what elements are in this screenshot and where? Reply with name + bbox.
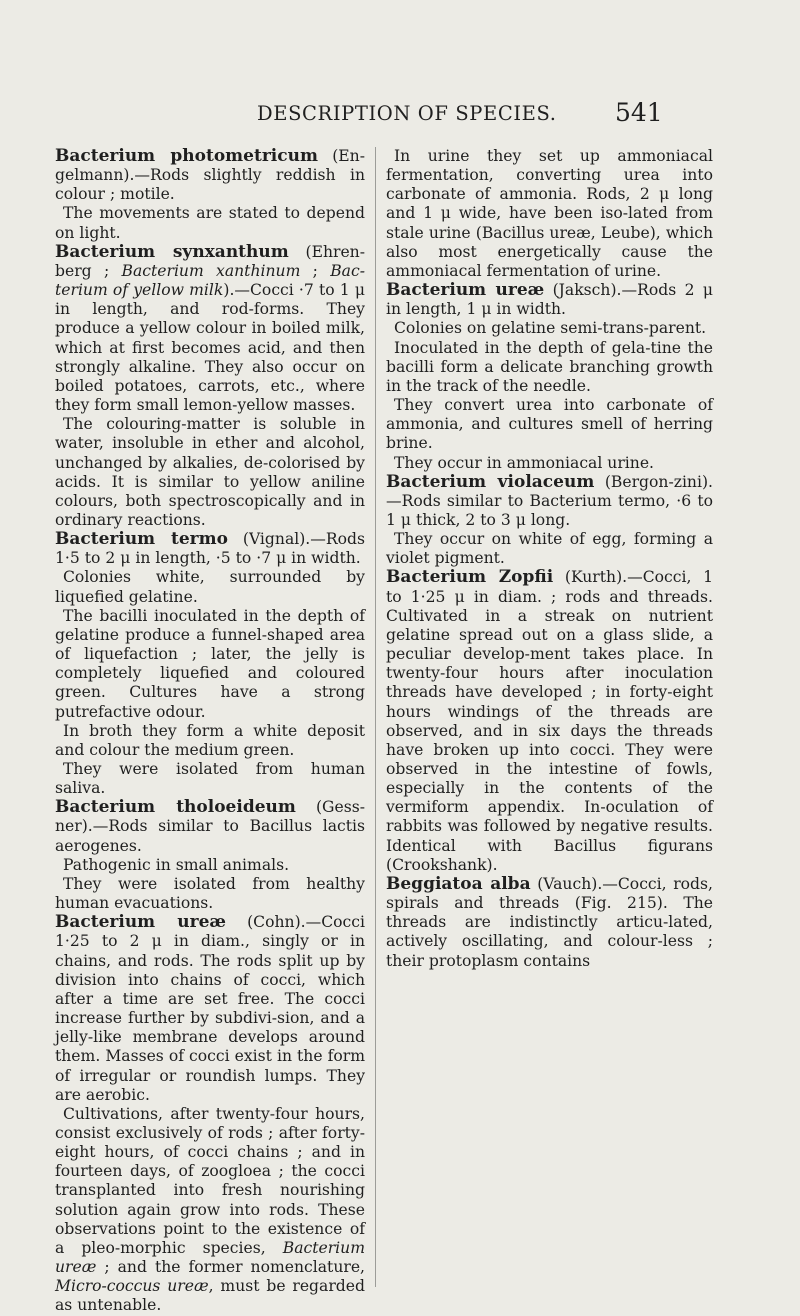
paragraph: Colonies white, surrounded by liquefied gelatine.	[55, 568, 365, 606]
species-name: Bacterium synxanthum	[55, 241, 289, 262]
species-name: Bacterium tholoeideum	[55, 797, 296, 818]
species-name: Bacterium photometricum	[55, 146, 318, 166]
entry-photometricum: Bacterium photometricum (En-gelmann).—Rods slightly reddish in colour ; motile.	[55, 146, 365, 204]
species-name: Beggiatoa alba	[386, 873, 531, 894]
paragraph: They were isolated from healthy human evacuations.	[55, 874, 365, 913]
species-name: Bacterium Zopfii	[386, 567, 554, 588]
paragraph: The bacilli inoculated in the depth of gelatine produce a funnel-shaped area of liquefaction ; later, the jelly is completely liquefied and coloured green. Cultures have a strong putrefactive odour.	[55, 606, 365, 721]
entry-termo: Bacterium termo (Vignal).—Rods 1·5 to 2 μ in length, ·5 to ·7 μ in width.	[55, 529, 365, 568]
paragraph: Inoculated in the depth of gela-tine the bacilli form a delicate branching growth in the track of the needle.	[386, 338, 713, 395]
page-number: 541	[615, 98, 663, 127]
left-column	[55, 147, 365, 1316]
species-name: Bacterium ureæ	[55, 912, 226, 933]
running-header	[0, 98, 800, 132]
species-name: Bacterium violaceum	[386, 471, 595, 492]
entry-violaceum: Bacterium violaceum (Bergon-zini).—Rods similar to Bacterium termo, ·6 to 1 μ thick, 2 to 3 μ long.	[386, 471, 714, 529]
entry-zopfii: Bacterium Zopfii (Kurth).—Cocci, 1 to 1·25 μ in diam. ; rods and threads. Cultivated in a streak on nutrient gelatine spread out on a glass slide, a peculiar develop-ment takes place. In twenty-four hours after inoculation threads have developed ; in forty-eight hours windings of the threads are observed, and in six days the threads have broken up into cocci. They were observed in the intestine of fowls, especially in the contents of the vermiform appendix. In-oculation of rabbits was followed by negative results. Identical with Bacillus figurans (Crookshank).	[386, 567, 714, 874]
paragraph: The colouring-matter is soluble in water, insoluble in ether and alcohol, unchanged by alkalies, de-colorised by acids. It is similar to yellow aniline colours, both spectroscopically and in ordinary reactions.	[55, 415, 365, 529]
entry-ureae: Bacterium ureæ (Cohn).—Cocci 1·25 to 2 μ in diam., singly or in chains, and rods. The rods split up by division into chains of cocci, which after a time are set free. The cocci increase further by subdivi-sion, and a jelly-like membrane develops around them. Masses of cocci exist in the form of irregular or roundish lumps. They are aerobic.	[55, 912, 365, 1104]
running-title: DESCRIPTION OF SPECIES.	[257, 102, 557, 125]
paragraph: They occur in ammoniacal urine.	[394, 453, 655, 472]
paragraph: They were isolated from human saliva.	[55, 760, 365, 798]
entry-ureae-jaksch: Bacterium ureæ (Jaksch).—Rods 2 μ in length, 1 μ in width.	[386, 280, 714, 319]
paragraph: In broth they form a white deposit and colour the medium green.	[55, 721, 365, 759]
paragraph: In urine they set up ammoniacal fermentation, converting urea into carbonate of ammonia. Rods, 2 μ long and 1 μ wide, have been iso-lated from stale urine (Bacillus ureæ, Leube), which also most energetically cause the ammoniacal fermentation of urine.	[386, 147, 713, 280]
right-column	[386, 147, 713, 971]
paragraph: They occur on white of egg, forming a violet pigment.	[386, 530, 713, 568]
species-name: Bacterium ureæ	[386, 280, 545, 301]
paragraph: Pathogenic in small animals.	[63, 855, 290, 874]
paragraph: Cultivations, after twenty-four hours, consist exclusively of rods ; after forty-eight hours, of cocci chains ; and in fourteen days, of zoogloea ; the cocci transplanted into fresh nourishing solution again grow into rods. These observations point to the existence of a pleo-morphic species, Bacterium ureæ ; and the former nomenclature, Micro-coccus ureæ, must be regarded as untenable.	[55, 1104, 365, 1315]
paragraph: The movements are stated to depend on light.	[55, 204, 365, 242]
entry-beggiatoa: Beggiatoa alba (Vauch).—Cocci, rods, spirals and threads (Fig. 215). The threads are indistinctly articu-lated, actively oscillating, and colour-less ; their protoplasm contains	[386, 873, 713, 970]
paragraph: Colonies on gelatine semi-trans-parent.	[394, 319, 707, 338]
entry-tholoeideum: Bacterium tholoeideum (Gess-ner).—Rods similar to Bacillus lactis aerogenes.	[55, 797, 365, 855]
paragraph: They convert urea into carbonate of ammonia, and cultures smell of herring brine.	[386, 396, 713, 453]
entry-synxanthum: Bacterium synxanthum (Ehren-berg ; Bacterium xanthinum ; Bac-terium of yellow milk).—Cocci ·7 to 1 μ in length, and rod-forms. They produce a yellow colour in boiled milk, which at first becomes acid, and then strongly alkaline. They also occur on boiled potatoes, carrots, etc., where they form small lemon-yellow masses.	[55, 241, 365, 415]
column-divider	[375, 147, 376, 1287]
species-name: Bacterium termo	[55, 529, 228, 550]
